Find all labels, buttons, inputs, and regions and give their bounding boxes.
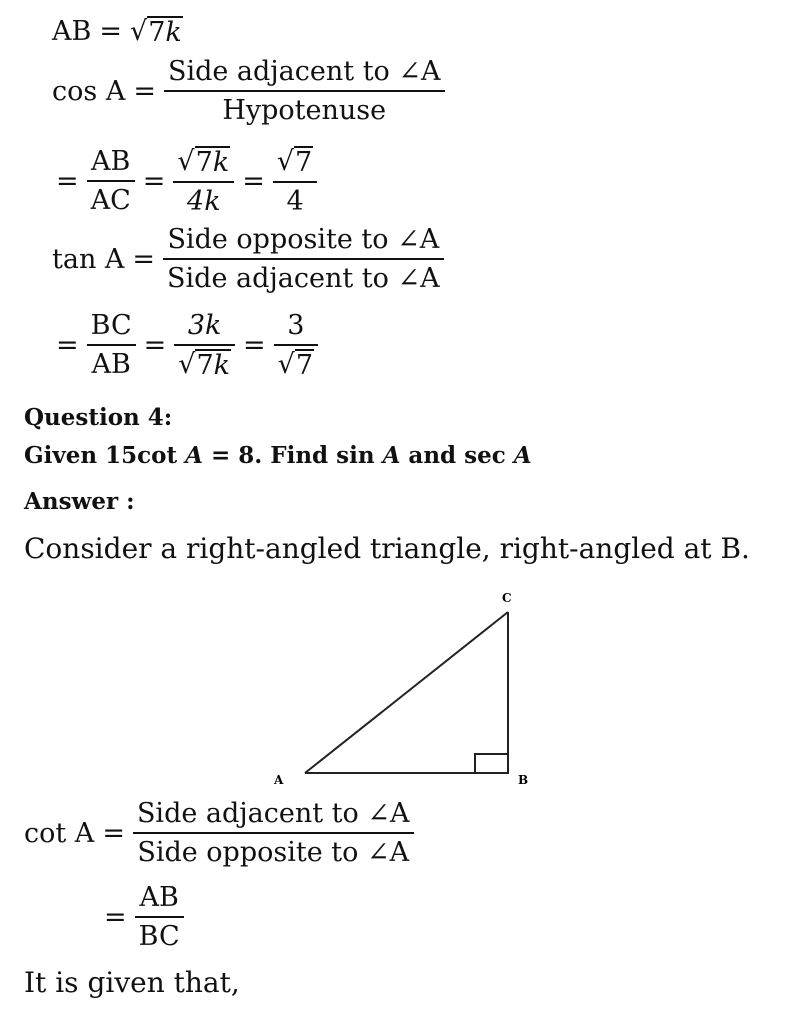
vertex-label-a: A <box>274 773 284 787</box>
cot-definition: cot A = $\frac{\text{Side adjacent to ∠A}}{\text{Side opposite to ∠A}}$ <box>24 798 414 868</box>
cot-fraction: $\frac{\text{Side adjacent to ∠A}}{\text{Side opposite to ∠A}}$ <box>133 798 414 868</box>
question-statement: Given 15cot A = 8. Find sin A and sec A <box>24 442 532 469</box>
cot-label: cot A <box>24 817 95 849</box>
cot-value: = $\frac{AB}{BC}$ <box>104 882 184 952</box>
tan-definition: tan A = $\frac{\text{Side opposite to ∠A}}{\text{Side adjacent to ∠A}}$ <box>52 224 444 294</box>
bc-over-ab: $\frac{BC}{AB}$ <box>87 310 136 380</box>
answer-label: Answer : <box>24 488 135 515</box>
ab-over-ac: $\frac{AB}{AC}$ <box>87 146 135 216</box>
vertex-label-b: B <box>518 773 529 787</box>
equation-ab <box>52 16 183 48</box>
intro-text: Consider a right-angled triangle, right-angled at B. <box>24 532 750 565</box>
ab-label: AB <box>52 16 92 48</box>
vertex-label-c: C <box>502 591 512 605</box>
3k-over-sqrt7k: 3k √ 7k <box>174 310 235 381</box>
cos-value-chain: = $\frac{AB}{AC}$ = √ 7k 4k = √ 7 4 <box>56 146 317 217</box>
sqrt-expression: √ 7k <box>129 16 182 48</box>
tan-label: tan A <box>52 243 125 275</box>
cos-definition: cos A = $\frac{\text{Side adjacent to ∠A}}{\text{Hypotenuse}}$ <box>52 56 445 126</box>
right-triangle-figure <box>270 586 540 792</box>
sqrt7k-over-4k: √ 7k 4k <box>173 146 234 217</box>
right-angle-marker <box>475 754 508 773</box>
cos-label: cos A <box>52 75 126 107</box>
cos-fraction: $\frac{\text{Side adjacent to ∠A}}{\text{Hypotenuse}}$ <box>164 56 445 126</box>
closing-text: It is given that, <box>24 966 240 999</box>
tan-fraction: $\frac{\text{Side opposite to ∠A}}{\text{Side adjacent to ∠A}}$ <box>163 224 444 294</box>
hypotenuse-ac <box>305 612 508 773</box>
ab-over-bc: $\frac{AB}{BC}$ <box>135 882 184 952</box>
sqrt7-over-4: √ 7 4 <box>273 146 317 217</box>
equals-sign: = <box>99 16 122 48</box>
3-over-sqrt7: 3 √ 7 <box>274 310 318 381</box>
tan-value-chain: = $\frac{BC}{AB}$ = 3k √ 7k = 3 √ 7 <box>56 310 318 381</box>
question-heading: Question 4: <box>24 404 173 431</box>
